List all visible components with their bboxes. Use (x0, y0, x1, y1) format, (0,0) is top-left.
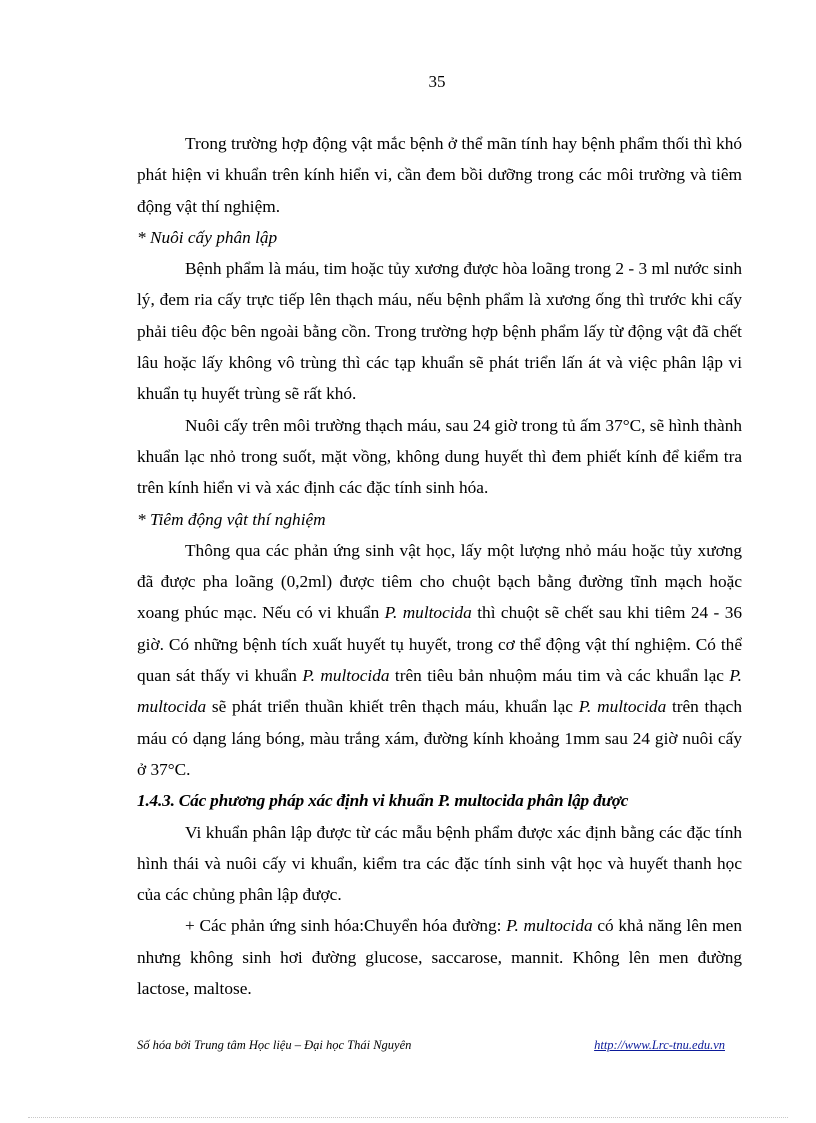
paragraph: Nuôi cấy trên môi trường thạch máu, sau 24 giờ trong tủ ấm 37°C, sẽ hình thành khuẩn lạc nhỏ trong suốt, mặt vồng, không dung huyết thì đem phiết kính để kiểm tra trên kính hiển vi và xác định các đặc tính sinh hóa. (137, 415, 742, 498)
paragraph: Bệnh phẩm là máu, tim hoặc tủy xương được hòa loãng trong 2 - 3 ml nước sinh lý, đem ria cấy trực tiếp lên thạch máu, nếu bệnh phẩm là xương ống thì trước khi cấy phải tiêu độc bên ngoài bằng cồn. Trong trường hợp bệnh phẩm lấy từ động vật đã chết lâu hoặc lấy không vô trùng thì các tạp khuẩn sẽ phát triển lấn át và việc phân lập vi khuẩn tụ huyết trùng sẽ rất khó. (137, 259, 742, 404)
document-body (137, 128, 742, 1004)
text-run: thì chuột sẽ chết sau khi tiêm 24 - 36 giờ. Có những bệnh tích xuất huyết tụ huyết, trong cơ thể động vật thí nghiệm. Có thể quan sát thấy vi khuẩn (137, 603, 742, 686)
section-heading: 1.4.3. Các phương pháp xác định vi khuẩn P. multocida phân lập được (137, 791, 629, 811)
text-run: sẽ phát triển thuần khiết trên thạch máu, khuẩn lạc (206, 697, 579, 717)
text-run: có khả năng lên men nhưng không sinh hơi đường glucose, saccarose, mannit. Không lên men đường lactose, maltose. (137, 916, 742, 999)
text-run: Thông qua các phản ứng sinh vật học, lấy một lượng nhỏ máu hoặc tủy xương đã được pha loãng (0,2ml) được tiêm cho chuột bạch bằng đường tĩnh mạch hoặc xoang phúc mạc. Nếu có vi khuẩn (137, 540, 742, 623)
bullet-heading: * Tiêm động vật thí nghiệm (137, 509, 326, 529)
text-run: + Các phản ứng sinh hóa:Chuyển hóa đường: (185, 916, 507, 936)
text-run: trên thạch máu có dạng láng bóng, màu trắng xám, đường kính khoảng 1mm sau 24 giờ nuôi cấy ở 37°C. (137, 697, 742, 779)
species-name: P. multocida (302, 666, 390, 686)
species-name: P. multocida (506, 916, 593, 936)
page-number: 35 (428, 72, 446, 91)
species-name: P. multocida (384, 603, 472, 623)
page-footer (137, 1038, 725, 1053)
bullet-heading: * Nuôi cấy phân lập (137, 227, 278, 247)
species-name: P. multocida (137, 666, 742, 717)
footer-link[interactable]: http://www.Lrc-tnu.edu.vn (594, 1038, 725, 1052)
species-name: P. multocida (578, 697, 667, 717)
paragraph: Vi khuẩn phân lập được từ các mẫu bệnh phẩm được xác định bằng các đặc tính hình thái và nuôi cấy vi khuẩn, kiểm tra các đặc tính sinh vật học và huyết thanh học của các chủng phân lập được. (137, 822, 742, 905)
footer-source: Số hóa bởi Trung tâm Học liệu – Đại học Thái Nguyên (137, 1038, 412, 1052)
paragraph (137, 535, 742, 785)
footer-divider (28, 1117, 788, 1118)
text-run: trên tiêu bản nhuộm máu tim và các khuẩn lạc (389, 666, 730, 686)
paragraph (137, 910, 742, 1004)
paragraph: Trong trường hợp động vật mắc bệnh ở thể mãn tính hay bệnh phẩm thối thì khó phát hiện vi khuẩn trên kính hiển vi, cần đem bồi dưỡng trong các môi trường và tiêm động vật thí nghiệm. (137, 134, 742, 216)
